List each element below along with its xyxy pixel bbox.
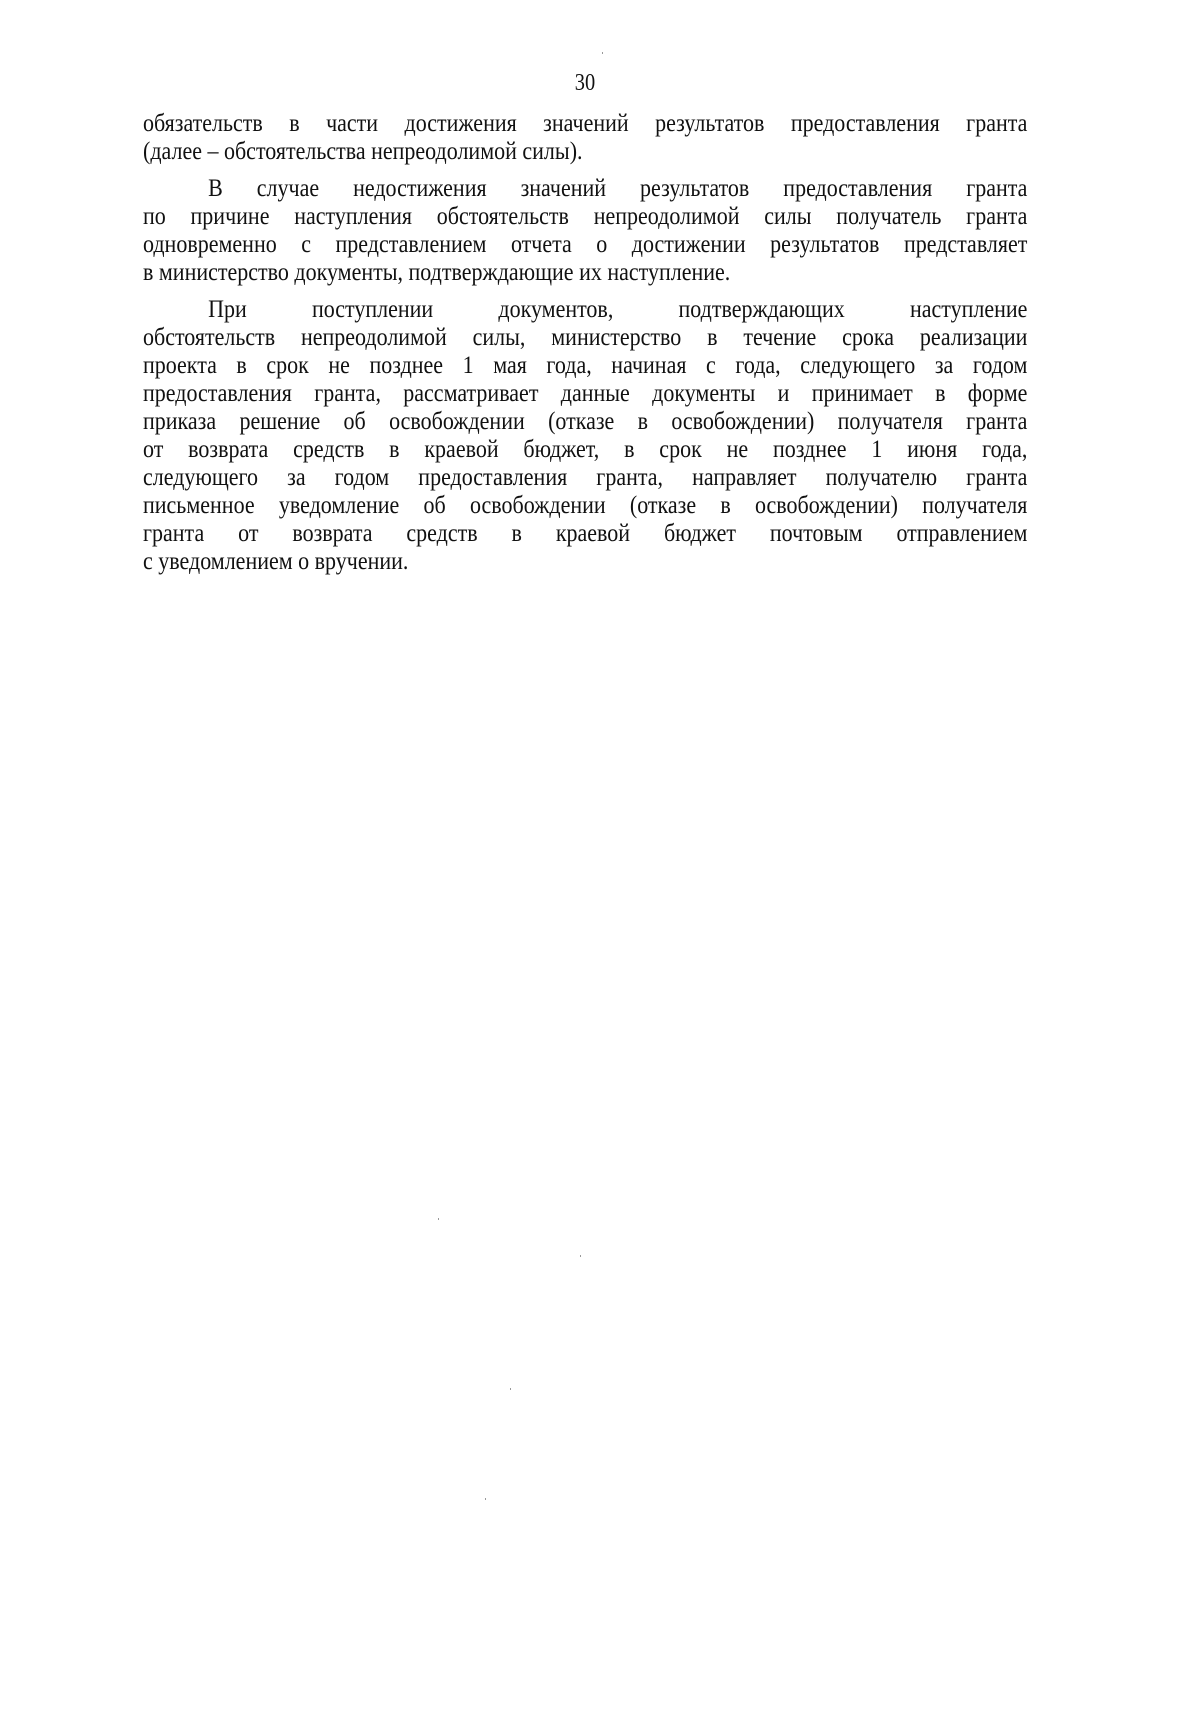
- text-line: обстоятельств непреодолимой силы, министерство в течение срока реализации: [143, 324, 1028, 351]
- text-line: по причине наступления обстоятельств непреодолимой силы получатель гранта: [143, 203, 1028, 230]
- scan-speck: [580, 1255, 581, 1257]
- text-line: письменное уведомление об освобождении (отказе в освобождении) получателя: [143, 492, 1028, 519]
- text-line: в министерство документы, подтверждающие их наступление.: [143, 259, 731, 286]
- text-line: одновременно с представлением отчета о достижении результатов представляет: [143, 231, 1028, 258]
- page-number: 30: [574, 70, 596, 96]
- text-line: приказа решение об освобождении (отказе в освобождении) получателя гранта: [143, 408, 1028, 435]
- scan-speck: [438, 1218, 439, 1220]
- text-line: В случае недостижения значений результатов предоставления гранта: [208, 175, 1028, 202]
- document-body: [143, 110, 1027, 576]
- scan-speck: [485, 1498, 486, 1500]
- text-line: (далее – обстоятельства непреодолимой силы).: [143, 138, 583, 165]
- scan-speck: [602, 52, 603, 54]
- text-line: от возврата средств в краевой бюджет, в срок не позднее 1 июня года,: [143, 436, 1028, 463]
- text-line: гранта от возврата средств в краевой бюджет почтовым отправлением: [143, 520, 1028, 547]
- text-line: обязательств в части достижения значений результатов предоставления гранта: [143, 110, 1028, 137]
- text-line: При поступлении документов, подтверждающих наступление: [208, 296, 1028, 323]
- scan-speck: [510, 1388, 511, 1390]
- text-line: с уведомлением о вручении.: [143, 548, 409, 575]
- text-line: проекта в срок не позднее 1 мая года, начиная с года, следующего за годом: [143, 352, 1028, 379]
- text-line: следующего за годом предоставления гранта, направляет получателю гранта: [143, 464, 1028, 491]
- text-line: предоставления гранта, рассматривает данные документы и принимает в форме: [143, 380, 1028, 407]
